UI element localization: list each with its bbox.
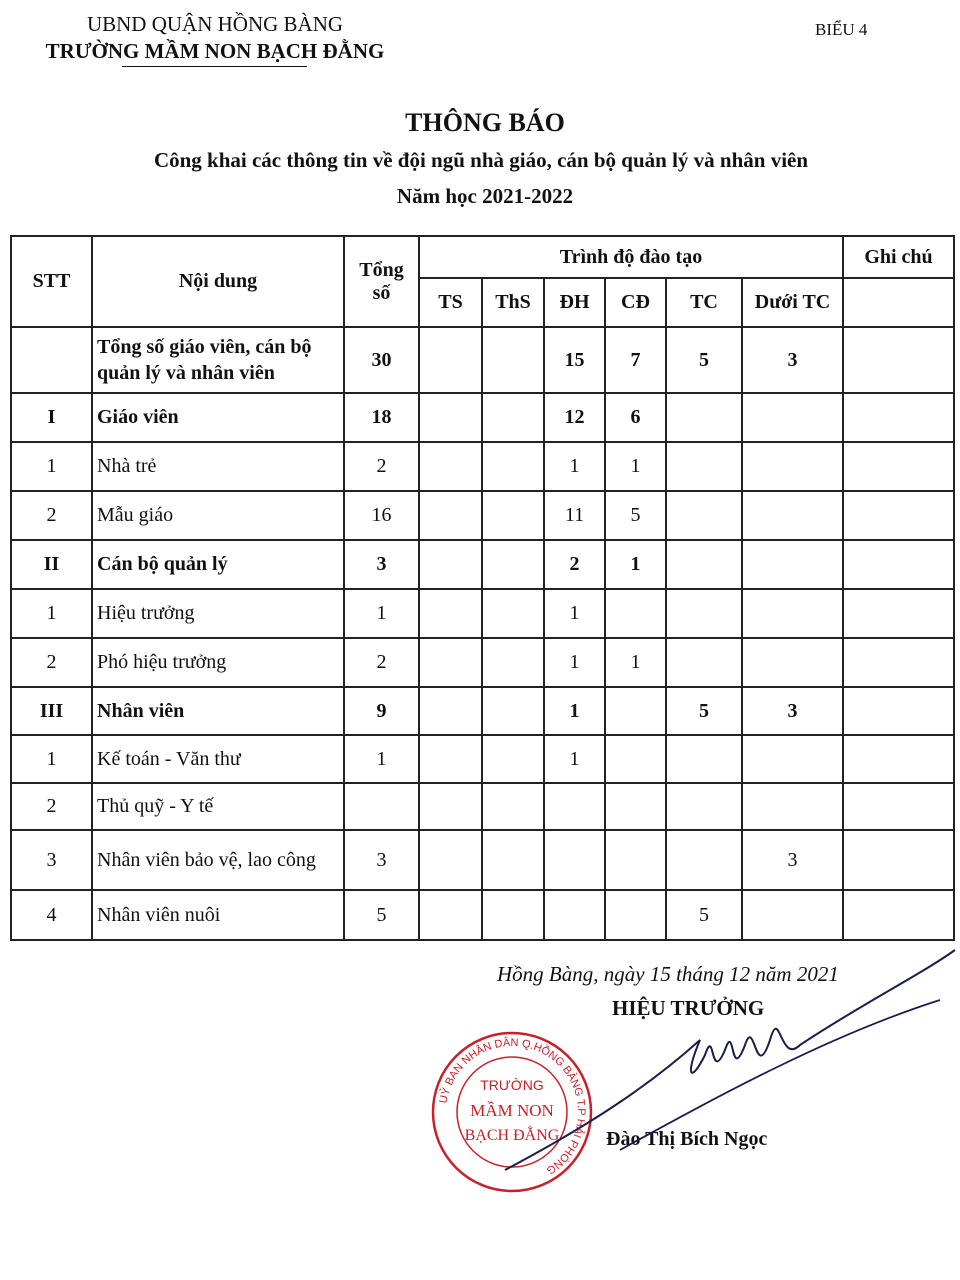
divider — [122, 66, 307, 67]
dh-cell: 2 — [544, 540, 605, 589]
header-level: Dưới TC — [742, 278, 843, 327]
duoi-tc-cell — [742, 890, 843, 940]
notes-cell — [843, 393, 954, 442]
cd-cell: 1 — [605, 540, 666, 589]
total-cell: 3 — [344, 540, 419, 589]
duoi-tc-cell — [742, 638, 843, 687]
stt-cell: 2 — [11, 491, 92, 540]
notes-cell — [843, 491, 954, 540]
content-cell: Nhân viên bảo vệ, lao công — [92, 830, 344, 890]
org-line-2: TRƯỜNG MẦM NON BẠCH ĐẰNG — [45, 39, 385, 63]
cd-cell: 1 — [605, 442, 666, 491]
signer-role: HIỆU TRƯỞNG — [612, 996, 765, 1020]
notes-cell — [843, 327, 954, 393]
content-cell: Phó hiệu trưởng — [92, 638, 344, 687]
header-level: TS — [419, 278, 482, 327]
ths-cell — [482, 442, 544, 491]
table-row — [11, 491, 954, 540]
notes-cell — [843, 687, 954, 735]
ts-cell — [419, 540, 482, 589]
content-cell: Nhân viên nuôi — [92, 890, 344, 940]
total-cell: 2 — [344, 638, 419, 687]
dh-cell: 1 — [544, 638, 605, 687]
staff-table — [10, 235, 955, 941]
ths-cell — [482, 638, 544, 687]
stt-cell: 3 — [11, 830, 92, 890]
stt-cell: 1 — [11, 442, 92, 491]
total-cell: 9 — [344, 687, 419, 735]
duoi-tc-cell — [742, 735, 843, 783]
header-level: ThS — [482, 278, 544, 327]
duoi-tc-cell — [742, 393, 843, 442]
ts-cell — [419, 783, 482, 830]
dh-cell: 12 — [544, 393, 605, 442]
total-cell: 16 — [344, 491, 419, 540]
cd-cell: 7 — [605, 327, 666, 393]
ts-cell — [419, 890, 482, 940]
table-row — [11, 540, 954, 589]
table-row — [11, 327, 954, 393]
content-cell: Nhà trẻ — [92, 442, 344, 491]
tc-cell — [666, 735, 742, 783]
tc-cell: 5 — [666, 890, 742, 940]
ts-cell — [419, 735, 482, 783]
total-cell: 5 — [344, 890, 419, 940]
duoi-tc-cell: 3 — [742, 327, 843, 393]
content-cell: Hiệu trưởng — [92, 589, 344, 638]
header-training: Trình độ đào tạo — [419, 236, 843, 278]
header-content: Nội dung — [92, 236, 344, 327]
tc-cell — [666, 638, 742, 687]
ths-cell — [482, 327, 544, 393]
total-cell: 30 — [344, 327, 419, 393]
ts-cell — [419, 638, 482, 687]
notes-cell — [843, 638, 954, 687]
cd-cell: 6 — [605, 393, 666, 442]
duoi-tc-cell — [742, 491, 843, 540]
content-cell: Thủ quỹ - Y tế — [92, 783, 344, 830]
stt-cell: 2 — [11, 783, 92, 830]
dh-cell: 1 — [544, 589, 605, 638]
content-cell: Cán bộ quản lý — [92, 540, 344, 589]
notes-cell — [843, 830, 954, 890]
header-level: CĐ — [605, 278, 666, 327]
signer-name: Đào Thị Bích Ngọc — [606, 1128, 768, 1150]
table-row — [11, 735, 954, 783]
ts-cell — [419, 589, 482, 638]
table-row — [11, 783, 954, 830]
notes-cell — [843, 735, 954, 783]
svg-text:UỶ BAN NHÂN DÂN Q.HỒNG BÀNG T.: UỶ BAN NHÂN DÂN Q.HỒNG BÀNG T.P HẢI PHÒNG — [437, 1036, 588, 1177]
table-row — [11, 830, 954, 890]
header-total: Tổng số — [344, 236, 419, 327]
table-row — [11, 890, 954, 940]
ts-cell — [419, 491, 482, 540]
table-row — [11, 687, 954, 735]
header-level: TC — [666, 278, 742, 327]
ts-cell — [419, 442, 482, 491]
tc-cell — [666, 589, 742, 638]
cd-cell — [605, 735, 666, 783]
ths-cell — [482, 491, 544, 540]
tc-cell — [666, 830, 742, 890]
org-line-1: UBND QUẬN HỒNG BÀNG — [86, 12, 344, 36]
content-cell: Kế toán - Văn thư — [92, 735, 344, 783]
header-level: ĐH — [544, 278, 605, 327]
total-cell: 1 — [344, 735, 419, 783]
svg-text:BẠCH ĐẰNG: BẠCH ĐẰNG — [464, 1127, 560, 1144]
tc-cell: 5 — [666, 687, 742, 735]
stt-cell: 2 — [11, 638, 92, 687]
notes-cell — [843, 890, 954, 940]
cd-cell — [605, 687, 666, 735]
dh-cell — [544, 890, 605, 940]
cd-cell — [605, 783, 666, 830]
ths-cell — [482, 783, 544, 830]
header-notes: Ghi chú — [843, 236, 954, 278]
school-year: Năm học 2021-2022 — [396, 184, 574, 208]
table-row — [11, 442, 954, 491]
total-cell: 18 — [344, 393, 419, 442]
total-cell: 3 — [344, 830, 419, 890]
ts-cell — [419, 327, 482, 393]
notes-cell — [843, 442, 954, 491]
form-code: BIỂU 4 — [815, 20, 868, 39]
tc-cell — [666, 491, 742, 540]
duoi-tc-cell — [742, 442, 843, 491]
duoi-tc-cell — [742, 589, 843, 638]
stt-cell: II — [11, 540, 92, 589]
handwritten-signature — [500, 945, 960, 1175]
stt-cell: 4 — [11, 890, 92, 940]
duoi-tc-cell: 3 — [742, 830, 843, 890]
tc-cell: 5 — [666, 327, 742, 393]
table-row — [11, 638, 954, 687]
dh-cell — [544, 830, 605, 890]
header-stt: STT — [11, 236, 92, 327]
cd-cell: 1 — [605, 638, 666, 687]
dh-cell: 1 — [544, 687, 605, 735]
content-cell: Giáo viên — [92, 393, 344, 442]
stt-cell: I — [11, 393, 92, 442]
document-title: THÔNG BÁO — [405, 108, 565, 137]
ts-cell — [419, 687, 482, 735]
dh-cell: 1 — [544, 442, 605, 491]
dh-cell: 1 — [544, 735, 605, 783]
content-cell: Nhân viên — [92, 687, 344, 735]
stt-cell: 1 — [11, 735, 92, 783]
place-date: Hồng Bàng, ngày 15 tháng 12 năm 2021 — [497, 962, 839, 986]
tc-cell — [666, 442, 742, 491]
tc-cell — [666, 540, 742, 589]
duoi-tc-cell — [742, 540, 843, 589]
table-row — [11, 393, 954, 442]
ts-cell — [419, 830, 482, 890]
document-subtitle: Công khai các thông tin về đội ngũ nhà giáo, cán bộ quản lý và nhân viên — [153, 148, 809, 172]
content-cell: Tổng số giáo viên, cán bộ quản lý và nhân viên — [92, 327, 344, 393]
dh-cell: 11 — [544, 491, 605, 540]
ths-cell — [482, 735, 544, 783]
stt-cell: 1 — [11, 589, 92, 638]
cd-cell — [605, 589, 666, 638]
ts-cell — [419, 393, 482, 442]
notes-cell — [843, 589, 954, 638]
dh-cell — [544, 783, 605, 830]
duoi-tc-cell: 3 — [742, 687, 843, 735]
notes-cell — [843, 783, 954, 830]
stt-cell — [11, 327, 92, 393]
dh-cell: 15 — [544, 327, 605, 393]
table-row — [11, 589, 954, 638]
ths-cell — [482, 540, 544, 589]
ths-cell — [482, 393, 544, 442]
tc-cell — [666, 783, 742, 830]
ths-cell — [482, 589, 544, 638]
cd-cell: 5 — [605, 491, 666, 540]
cd-cell — [605, 830, 666, 890]
ths-cell — [482, 890, 544, 940]
total-cell: 2 — [344, 442, 419, 491]
tc-cell — [666, 393, 742, 442]
notes-cell — [843, 278, 954, 327]
duoi-tc-cell — [742, 783, 843, 830]
total-cell: 1 — [344, 589, 419, 638]
svg-text:MẦM NON: MẦM NON — [470, 1101, 554, 1120]
stt-cell: III — [11, 687, 92, 735]
content-cell: Mẫu giáo — [92, 491, 344, 540]
svg-text:TRƯỜNG: TRƯỜNG — [480, 1077, 544, 1093]
ths-cell — [482, 687, 544, 735]
ths-cell — [482, 830, 544, 890]
total-cell — [344, 783, 419, 830]
cd-cell — [605, 890, 666, 940]
notes-cell — [843, 540, 954, 589]
